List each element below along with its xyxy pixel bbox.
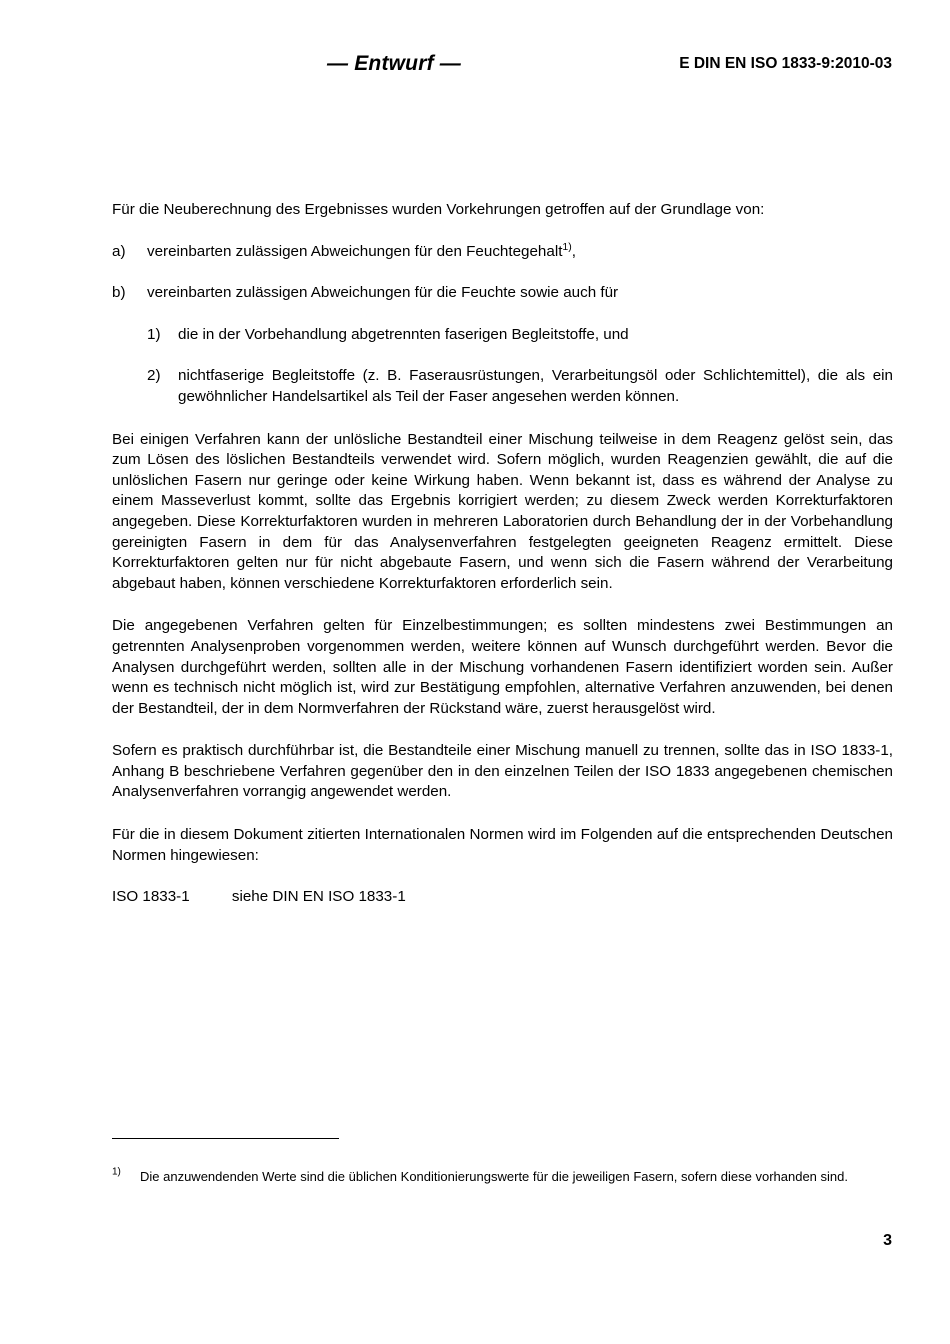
footnote-1 <box>112 1168 893 1186</box>
paragraph-1: Bei einigen Verfahren kann der unlösliche Bestandteil einer Mischung teilweise in dem Reagenz gelöst sein, das zum Lösen des löslichen Bestandteils verwendet wird. Sofern möglich, wurden Reagenzien gewählt, die auf die unlöslichen Fasern nur geringe oder keine Wirkung haben. Wenn bekannt ist, dass es während der Analyse zu einem Masseverlust kommt, sollte das Ergebnis korrigiert werden; zu diesem Zweck werden Korrekturfaktoren angegeben. Diese Korrekturfaktoren wurden in mehreren Laboratorien durch Behandlung der in der Vorbehandlung gereinigten Fasern in dem für das Analysenverfahren festgelegten geeigneten Reagenz ermittelt. Diese Korrekturfaktoren gelten nur für nicht abgebaute Fasern, und wenn sich die Fasern während der Verarbeitung abgebaut haben, können verschiedene Korrekturfaktoren erforderlich sein. <box>112 430 893 592</box>
footnote-marker-1 <box>112 1167 121 1185</box>
footnote-separator <box>112 1138 339 1139</box>
footnote-reference-1[interactable]: 1) <box>562 240 572 253</box>
standard-reference-line: ISO 1833-1 siehe DIN EN ISO 1833-1 <box>112 888 406 906</box>
page-header <box>112 52 892 82</box>
page-number: 3 <box>883 1232 892 1249</box>
paragraph-4: Für die in diesem Dokument zitierten Internationalen Normen wird im Folgenden auf die entsprechenden Deutschen Normen hingewiesen: <box>112 826 893 864</box>
paragraph-3: Sofern es praktisch durchführbar ist, die Bestandteile einer Mischung manuell zu trennen, sollte das in ISO 1833-1, Anhang B beschriebene Verfahren gegenüber den in den einzelnen Teilen der ISO 1833 angegebenen chemischen Analysenverfahren vorrangig angewendet werden. <box>112 742 893 801</box>
list-item-a-tail: , <box>571 242 576 260</box>
standard-number: E DIN EN ISO 1833-9:2010-03 <box>679 55 892 72</box>
sublist-item-2-text: nichtfaserige Begleitstoffe (z. B. Faserausrüstungen, Verarbeitungsöl oder Schlichtemittel), die als ein gewöhnlicher Handelsartikel als Teil der Faser angesehen werden können. <box>178 367 893 405</box>
draft-label: — Entwurf — <box>326 52 462 75</box>
list-item-b <box>112 283 893 304</box>
sublist-marker-1: 1) <box>147 325 161 343</box>
footnote-1-text: Die anzuwendenden Werte sind die üblichen Konditionierungswerte für die jeweiligen Fasern, sofern diese vorhanden sind. <box>140 1169 848 1184</box>
sublist-marker-2: 2) <box>147 367 161 385</box>
sublist-item-2 <box>147 366 893 407</box>
list-item-a <box>112 242 893 263</box>
paragraph-2: Die angegebenen Verfahren gelten für Einzelbestimmungen; es sollten mindestens zwei Bestimmungen an getrennten Analysenproben vorgenommen werden, weitere können auf Wunsch durchgeführt werden. Bevor die Analysen durchgeführt werden, sollten alle in der Mischung vorhandenen Fasern identifiziert worden sein. Außer wenn es technisch nicht möglich ist, wird zur Bestätigung empfohlen, alternative Verfahren anzuwenden, bei denen der Bestandteil, der in dem Normverfahren der Rückstand wäre, zuerst herausgelöst wird. <box>112 617 893 717</box>
sublist-item-1-text: die in der Vorbehandlung abgetrennten faserigen Begleitstoffe, und <box>178 325 629 343</box>
list-item-a-main: vereinbarten zulässigen Abweichungen für den Feuchtegehalt <box>147 242 563 260</box>
list-marker-a: a) <box>112 242 126 260</box>
sublist-item-1 <box>147 325 893 346</box>
list-item-b-text: vereinbarten zulässigen Abweichungen für die Feuchte sowie auch für <box>147 284 619 302</box>
list-marker-b: b) <box>112 284 126 302</box>
list-item-a-text <box>147 242 893 263</box>
document-body <box>112 200 893 908</box>
intro-paragraph: Für die Neuberechnung des Ergebnisses wurden Vorkehrungen getroffen auf der Grundlage von: <box>112 201 765 218</box>
footnote-marker-1-sup: 1) <box>112 1166 121 1178</box>
